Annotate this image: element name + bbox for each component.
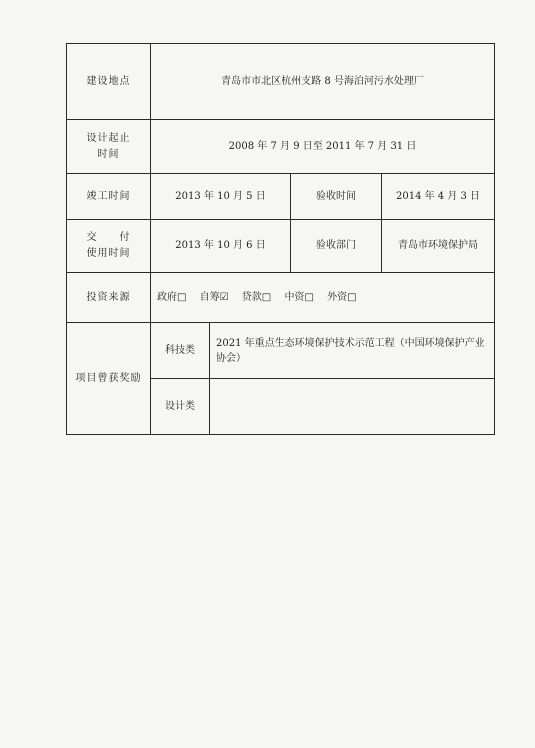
acceptance-time-value: 2014 年 4 月 3 日 xyxy=(382,174,495,220)
funding-label: 投资来源 xyxy=(67,273,151,323)
location-row xyxy=(67,44,495,120)
project-info-table xyxy=(66,43,495,435)
completion-value: 2013 年 10 月 5 日 xyxy=(151,174,291,220)
acceptance-time-label: 验收时间 xyxy=(291,174,382,220)
tech-award-value: 2021 年重点生态环境保护技术示范工程（中国环境保护产业协会） xyxy=(210,323,495,379)
design-period-label-line2: 时间 xyxy=(97,148,120,160)
funding-option-label: 政府 xyxy=(157,291,177,303)
awards-label: 项目曾获奖励 xyxy=(67,323,151,435)
tech-award-label: 科技类 xyxy=(151,323,210,379)
checkbox-empty-icon: □ xyxy=(304,291,314,303)
design-award-value xyxy=(210,379,495,435)
checkbox-empty-icon: □ xyxy=(177,291,187,303)
funding-option-foreign-capital[interactable] xyxy=(327,290,356,306)
funding-option-label: 外资 xyxy=(327,291,348,303)
handover-label-line1: 交 付 xyxy=(86,232,131,243)
design-period-row xyxy=(67,120,495,174)
completion-row xyxy=(67,174,495,220)
checkbox-empty-icon: □ xyxy=(347,291,357,303)
design-period-label-line1: 设计起止 xyxy=(86,132,131,144)
acceptance-dept-value: 青岛市环境保护局 xyxy=(382,220,495,273)
funding-option-loan[interactable] xyxy=(242,290,271,306)
design-period-value: 2008 年 7 月 9 日至 2011 年 7 月 31 日 xyxy=(151,120,495,174)
location-label: 建设地点 xyxy=(67,44,151,120)
handover-label xyxy=(67,220,151,273)
funding-options xyxy=(151,273,495,323)
location-value: 青岛市市北区杭州支路 8 号海泊河污水处理厂 xyxy=(151,44,495,120)
design-award-label: 设计类 xyxy=(151,379,210,435)
funding-option-government[interactable] xyxy=(157,290,186,306)
handover-row xyxy=(67,220,495,273)
checkbox-empty-icon: □ xyxy=(261,291,272,303)
checkbox-checked-icon: ☑ xyxy=(219,291,229,303)
handover-label-line2: 使用时间 xyxy=(86,248,131,259)
funding-option-label: 中资 xyxy=(284,291,305,303)
funding-option-self-raised[interactable] xyxy=(200,290,229,306)
acceptance-dept-label: 验收部门 xyxy=(291,220,382,273)
handover-value: 2013 年 10 月 6 日 xyxy=(151,220,291,273)
design-period-label xyxy=(67,120,151,174)
funding-option-chinese-capital[interactable] xyxy=(284,290,313,306)
tech-award-row xyxy=(67,323,495,379)
funding-option-label: 自筹 xyxy=(199,291,220,303)
funding-row xyxy=(67,273,495,323)
funding-option-label: 贷款 xyxy=(241,291,262,303)
completion-label: 竣工时间 xyxy=(67,174,151,220)
